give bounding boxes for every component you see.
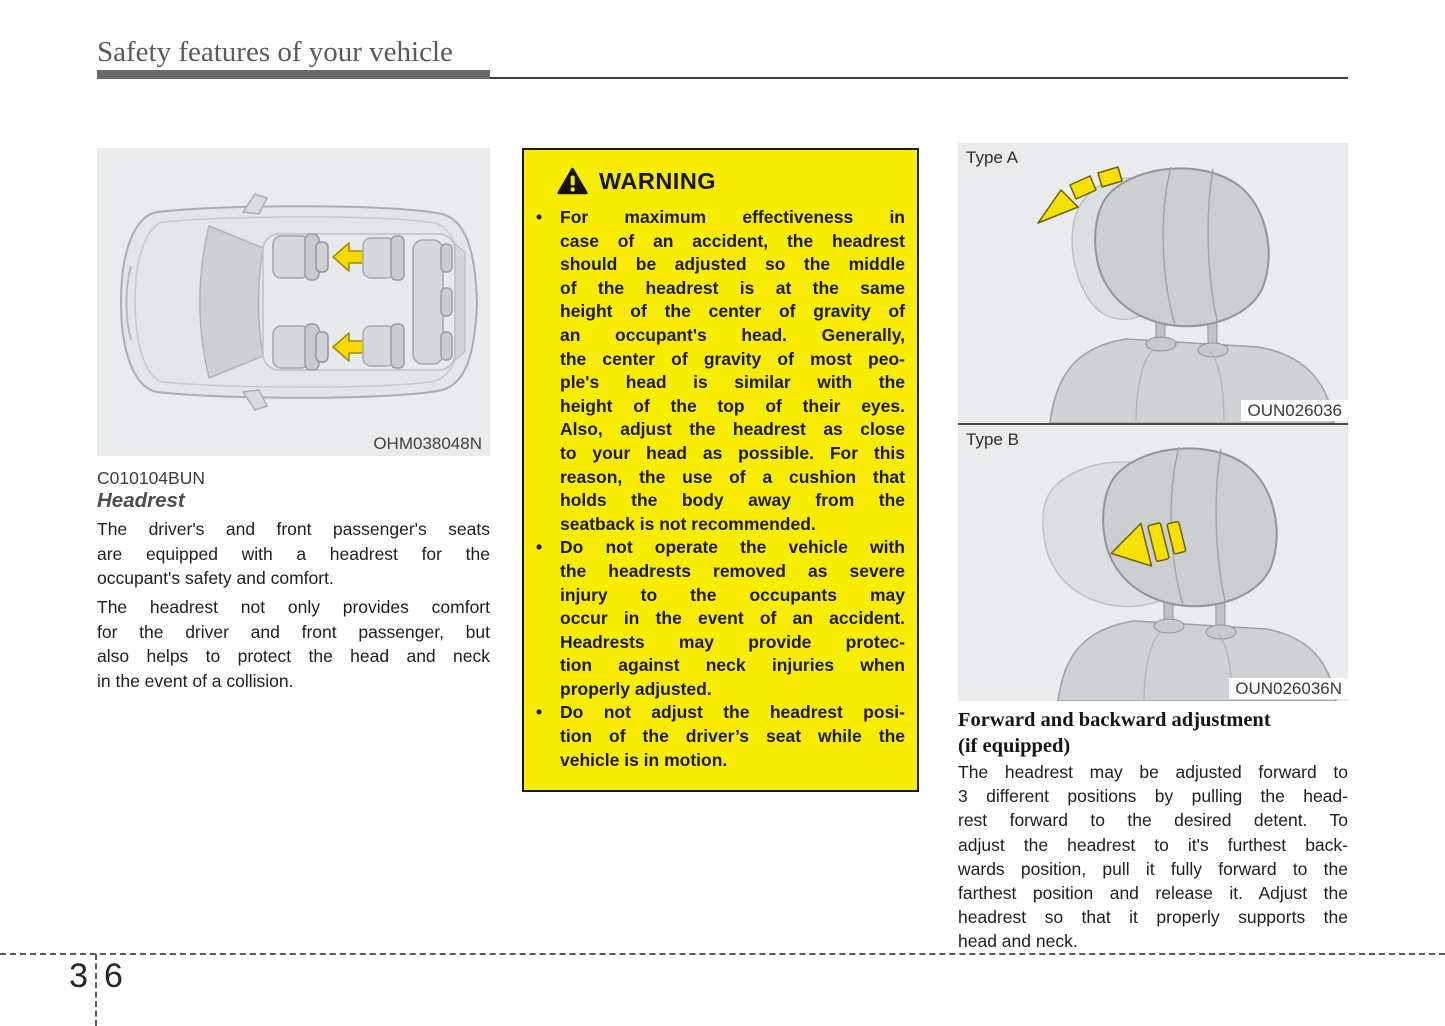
car-top-view-figure — [97, 148, 490, 456]
subsection-heading — [958, 707, 1348, 759]
section-title: Headrest — [97, 489, 185, 512]
warning-bullet — [536, 206, 905, 536]
warning-triangle-icon — [557, 167, 588, 195]
page-title: Safety features of your vehicle — [97, 36, 453, 68]
headrest-type-a-figure — [958, 143, 1348, 425]
body-paragraph: The headrest may be adjusted forward to 3 different positions by pulling the head- rest forward to the desired detent. To adjust the headrest to it's furthest back- wards position, pull it fully forward to the farthest position and release it. Adjust the headrest so that it properly supports the head and neck. — [958, 762, 1348, 952]
figure-code: OUN026036 — [1241, 400, 1348, 421]
section-code: C010104BUN — [97, 468, 205, 488]
header-rule — [490, 77, 1348, 79]
chapter-number: 3 — [69, 957, 88, 995]
figure-code: OHM038048N — [373, 434, 482, 453]
warning-callout — [522, 148, 919, 792]
subsection-heading-line1: Forward and backward adjustment — [958, 709, 1271, 731]
bullet-marker: • — [536, 537, 543, 558]
page-number: 6 — [104, 957, 123, 995]
car-top-view-illustration — [97, 148, 490, 456]
footer-vertical-divider — [95, 954, 97, 1026]
subsection-heading-line2: (if equipped) — [958, 735, 1071, 757]
type-a-label: Type A — [966, 148, 1018, 167]
warning-header — [536, 159, 905, 203]
warning-bullet — [536, 701, 905, 772]
bullet-marker: • — [536, 702, 543, 723]
header-bar — [97, 70, 490, 79]
bullet-marker: • — [536, 207, 543, 227]
headrest-type-b-figure — [958, 425, 1348, 701]
warning-bullet-text: For maximum effectiveness in case of an accident, the headrest should be adjusted so the middle of the headrest is at the same height of the center of gravity of an occupant's head. Generally, the center of gravity of most peo- ple's head is similar with the height of the top of their eyes. Also, adjust the headrest as close to your head as possible. For this reason, the use of a cushion that holds the body away from the seatback is not recommended. — [560, 207, 905, 534]
body-paragraph: The driver's and front passenger's seats are equipped with a headrest for the occupant's safety and comfort. — [97, 519, 490, 588]
type-b-label: Type B — [966, 430, 1019, 449]
warning-bullet-list — [536, 206, 905, 772]
figure-code: OUN026036N — [1229, 678, 1348, 699]
warning-title: WARNING — [599, 167, 717, 194]
warning-bullet-text: Do not adjust the headrest posi- tion of the driver’s seat while the vehicle is in motion. — [560, 702, 905, 770]
headrest-type-b-illustration — [958, 425, 1348, 701]
warning-bullet — [536, 536, 905, 701]
warning-bullet-text: Do not operate the vehicle with the headrests removed as severe injury to the occupants may occur in the event of an accident. Headrests may provide protec- tion against neck injuries when properly adjusted. — [560, 537, 905, 699]
headrest-type-a-illustration — [958, 143, 1348, 423]
footer-divider — [0, 953, 1445, 955]
body-paragraph: The headrest not only provides comfort for the driver and front passenger, but also helps to protect the head and neck in the event of a collision. — [97, 597, 490, 691]
